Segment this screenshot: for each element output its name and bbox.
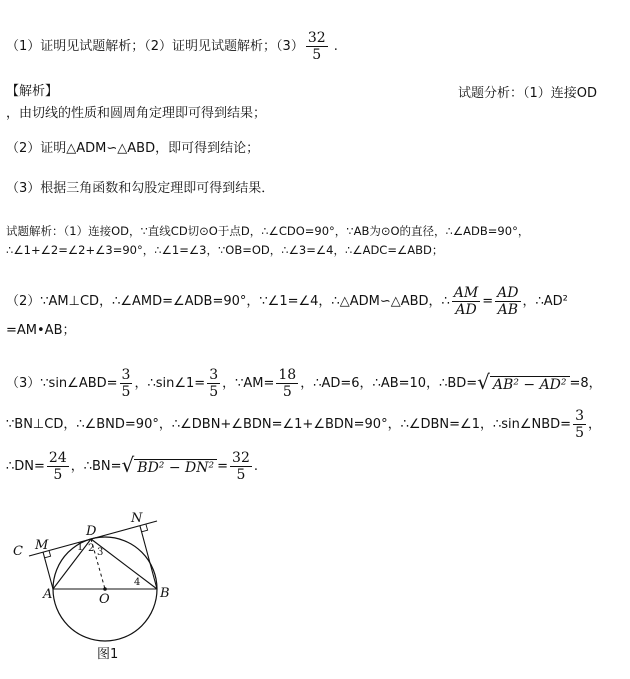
chord-ad [53,539,91,589]
label-n: N [131,511,143,526]
ratio-am-ad: $\frac{AM}{AD}$ [453,285,479,318]
label-a: A [43,587,53,602]
sqrt-bn: √ BD² − DN² [122,445,218,488]
label-c: C [13,544,23,559]
center-dot [103,587,107,591]
label-m: M [35,538,49,553]
answer-line [6,30,338,64]
ratio-ad-ab: $\frac{AD}{AB}$ [497,285,519,318]
label-d: D [86,524,97,539]
solution-line-2: ∴∠1+∠2=∠2+∠3=90°，∴∠1=∠3，∵OB=OD，∴∠3=∠4，∴∠ADC=∠ABD； [6,243,444,257]
analysis-line-2: （2）证明△ADM∽△ABD，即可得到结论； [6,141,260,156]
jiexi-title: 【解析】 [6,84,59,99]
answer-end: . [333,39,338,54]
proof-2-cont: =AM•AB； [6,323,76,338]
proof-3-line-2: ∵BN⊥CD，∴∠BND=90°，∴∠DBN+∠BDN=∠1+∠BDN=90°，∴∠DBN=∠1，∴sin∠NBD= $\frac{3}{5}$ ， [6,408,601,441]
label-o: O [99,592,110,607]
analysis-intro: 试题分析：（1）连接OD [458,86,598,101]
perp-bn [140,526,157,589]
figure-caption: 图1 [97,647,119,662]
proof-3-line-3: ∴DN= $\frac{24}{5}$ ，∴BN=√ BD² − DN² = $\frac{32}{5}$ . [6,445,258,488]
angle-3: 3 [97,547,104,558]
solution-line-1: 试题解析：（1）连接OD，∵直线CD切⊙O于点D，∴∠CDO=90°，∵AB为⊙O的直径，∴∠ADB=90°， [6,224,530,238]
label-b: B [160,586,170,601]
analysis-line-1: ，由切线的性质和圆周角定理即可得到结果； [6,106,267,121]
angle-4: 4 [134,577,141,588]
perp-am [43,552,53,589]
proof-2-line: （2）∵AM⊥CD，∴∠AMD=∠ADB=90°，∵∠1=∠4，∴△ADM∽△ABD，∴ $\frac{AM}{AD}$ = $\frac{AD}{AB}$ ，∴AD² [6,285,568,318]
angle-2: 2 [88,543,95,554]
geometry-figure [5,505,185,665]
answer-text: （1）证明见试题解析；（2）证明见试题解析；（3） [6,39,304,54]
analysis-line-3: （3）根据三角函数和勾股定理即可得到结果． [6,181,275,196]
answer-fraction: $\frac{32}{5}$ [307,30,326,63]
angle-1: 1 [77,542,84,553]
proof-3-line-1: （3）∵sin∠ABD= $\frac{3}{5}$ ，∴sin∠1= $\frac{3}{5}$ ，∵AM= $\frac{18}{5}$ ，∴AD=6，∴AB=10，∴BD=√ AB² − AD² =8， [6,362,602,405]
sqrt-bd: √ AB² − AD² [477,362,569,405]
right-angle-n [142,525,148,532]
